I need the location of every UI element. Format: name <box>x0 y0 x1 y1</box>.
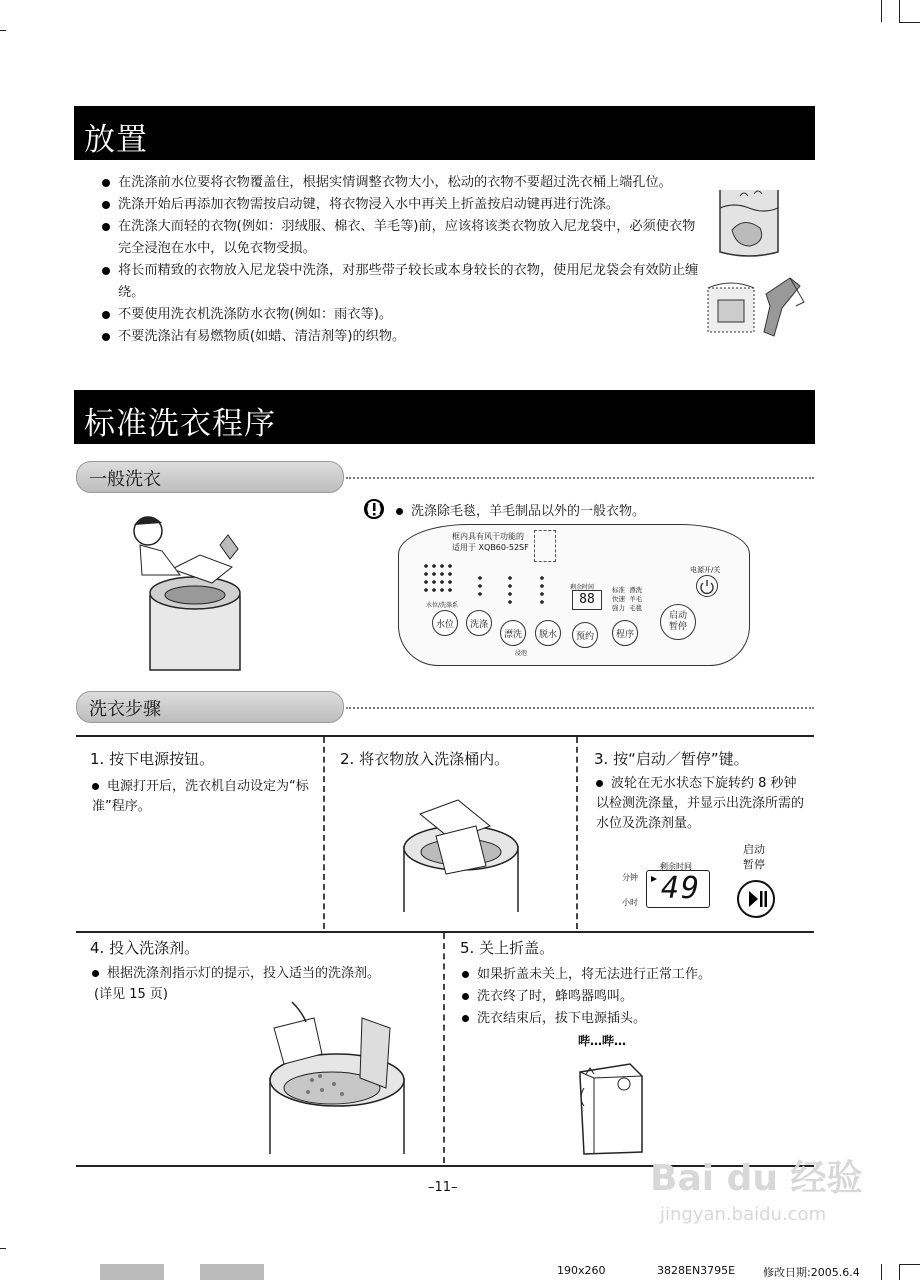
start-pause-button[interactable] <box>660 604 696 640</box>
remaining-time-display <box>646 870 710 908</box>
watermark-url: jingyan.baidu.com <box>660 1204 827 1225</box>
pause-caption: 暂停 <box>743 858 765 871</box>
step-note-text: 洗衣终了时，蜂鸣器鸣叫。 <box>477 989 634 1004</box>
footer-date: 修改日期:2005.6.4 <box>763 1266 860 1279</box>
step-3-note <box>596 774 808 834</box>
mode-label: 强力 <box>612 604 625 612</box>
power-button[interactable] <box>696 575 718 597</box>
hour-label: 小时 <box>622 898 638 907</box>
mode-label: 毛毯 <box>629 604 643 612</box>
panel-display: 88 <box>572 590 602 610</box>
color-bar <box>100 1264 164 1280</box>
column-divider <box>323 737 325 929</box>
crop-mark <box>0 30 6 31</box>
section-title: 标准洗衣程序 <box>84 406 276 442</box>
add-detergent-illustration <box>262 998 412 1158</box>
subheading-wash-steps <box>76 691 344 723</box>
power-icon <box>697 576 717 596</box>
list-item <box>462 986 802 1008</box>
list-item: 洗涤开始后再添加衣物需按启动键，将衣物浸入水中再关上折盖按启动键再进行洗涤。 <box>102 194 702 216</box>
placement-bullet-list <box>102 172 702 348</box>
mode-label: 标准 <box>612 586 625 594</box>
subheading-label: 洗衣步骤 <box>89 699 161 720</box>
list-item: 不要使用洗衣机洗涤防水衣物(例如：雨衣等)。 <box>102 304 702 326</box>
crop-mark <box>881 0 882 22</box>
play-indicator-icon <box>650 875 658 883</box>
frame-box <box>534 530 556 562</box>
frame-note-line: 适用于 XQB60-52SF <box>452 543 529 552</box>
crop-mark <box>899 0 900 22</box>
color-bar <box>200 1264 264 1280</box>
step-1-note <box>92 777 312 817</box>
woman-loading-washer-illustration <box>120 505 255 675</box>
remaining-time-value: 49 <box>661 871 702 906</box>
step-note-text: 波轮在无水状态下旋转约 8 秒钟以检测洗涤量，并显示出洗涤所需的水位及洗涤剂量。 <box>596 776 805 831</box>
start-caption: 启动 <box>743 843 765 856</box>
divider <box>346 477 814 479</box>
mode-label: 快速 <box>612 595 625 603</box>
nylon-bag-illustration <box>704 272 814 342</box>
mode-label: 羊毛 <box>629 595 643 603</box>
clothes-in-water-illustration <box>714 180 784 260</box>
water-wash-label: 水位/洗涤系 <box>426 602 459 609</box>
step-3-title: 3. 按“启动／暂停”键。 <box>594 750 749 768</box>
list-item <box>462 964 802 986</box>
remain-caption: 剩余时间 <box>660 862 692 871</box>
mode-label: 漂洗 <box>629 586 643 594</box>
program-button[interactable]: 程序 <box>612 620 638 646</box>
column-divider <box>443 933 445 1163</box>
load-clothes-illustration <box>396 796 526 916</box>
subheading-general-wash <box>76 461 344 493</box>
caution-icon <box>363 498 385 520</box>
list-item: 在洗涤前水位要将衣物覆盖住，根据实情调整衣物大小，松动的衣物不要超过洗衣桶上端孔位。 <box>102 172 702 194</box>
divider <box>346 707 814 709</box>
footer-size: 190x260 <box>557 1264 606 1277</box>
preset-button[interactable]: 预约 <box>572 622 598 648</box>
column-divider <box>576 737 578 929</box>
crop-mark <box>899 1264 920 1265</box>
caution-note <box>396 500 645 519</box>
caution-text: 洗涤除毛毯，羊毛制品以外的一般衣物。 <box>411 504 646 519</box>
steps-middle-rule <box>76 931 814 933</box>
list-item: 不要洗涤沾有易燃物质(如蜡、清洁剂等)的织物。 <box>102 326 702 348</box>
list-item: 将长而精致的衣物放入尼龙袋中洗涤，对那些带子较长或本身较长的衣物，使用尼龙袋会有效防止缠绕。 <box>102 260 702 304</box>
subheading-label: 一般洗衣 <box>89 469 161 490</box>
frame-note-line: 框内具有风干功能的 <box>452 532 524 541</box>
list-item <box>462 1008 802 1030</box>
section-banner-standard-program <box>74 390 815 444</box>
step-5-title: 5. 关上折盖。 <box>460 939 555 957</box>
step-note-text: 洗衣结束后，拔下电源插头。 <box>477 1011 647 1026</box>
step-4-title: 4. 投入洗涤剂。 <box>90 939 200 957</box>
start-pause-caption <box>743 842 765 872</box>
page-number: –11– <box>428 1180 458 1195</box>
step-1-title: 1. 按下电源按钮。 <box>90 750 215 768</box>
section-banner-placement <box>74 106 815 160</box>
step-4-ref: (详见 15 页) <box>94 987 168 1002</box>
wash-button[interactable]: 洗涤 <box>466 610 492 636</box>
play-pause-icon <box>739 882 773 916</box>
baidu-watermark: Bai du 经验 <box>650 1158 863 1199</box>
pause-label: 暂停 <box>668 622 687 632</box>
section-title: 放置 <box>84 122 148 158</box>
footer-code: 3828EN3795E <box>657 1264 736 1277</box>
beep-text: 哔…哔… <box>578 1034 627 1048</box>
crop-mark <box>899 22 920 23</box>
mode-labels <box>612 586 672 613</box>
power-label: 电源开/关 <box>690 566 721 574</box>
step-note-text: 电源打开后，洗衣机自动设定为“标准”程序。 <box>92 779 309 814</box>
remain-time-label: 剩余时间 <box>570 584 595 591</box>
start-pause-key[interactable] <box>737 880 775 918</box>
crop-mark <box>881 1264 882 1280</box>
start-label: 启动 <box>668 611 687 621</box>
spin-button[interactable]: 脱水 <box>535 620 561 646</box>
closed-washer-illustration <box>570 1048 650 1158</box>
minute-label: 分钟 <box>622 873 638 882</box>
rinse-button[interactable]: 漂洗 <box>500 620 526 646</box>
steps-top-rule <box>76 735 814 737</box>
crop-mark <box>0 1248 6 1249</box>
crop-mark <box>899 1264 900 1280</box>
step-note-text: 根据洗涤剂指示灯的提示，投入适当的洗涤剂。 <box>107 966 381 981</box>
step-4-note <box>92 964 432 984</box>
list-item: 在洗涤大而轻的衣物(例如：羽绒服、棉衣、羊毛等)前，应该将该类衣物放入尼龙袋中，必须使衣物完全浸泡在水中，以免衣物受损。 <box>102 216 702 260</box>
frame-note <box>452 531 529 553</box>
step-5-notes <box>462 964 802 1030</box>
water-level-button[interactable]: 水位 <box>432 610 458 636</box>
step-note-text: 如果折盖未关上，将无法进行正常工作。 <box>477 967 712 982</box>
step-2-title: 2. 将衣物放入洗涤桶内。 <box>340 750 510 768</box>
soak-label: 浸泡 <box>515 650 528 657</box>
